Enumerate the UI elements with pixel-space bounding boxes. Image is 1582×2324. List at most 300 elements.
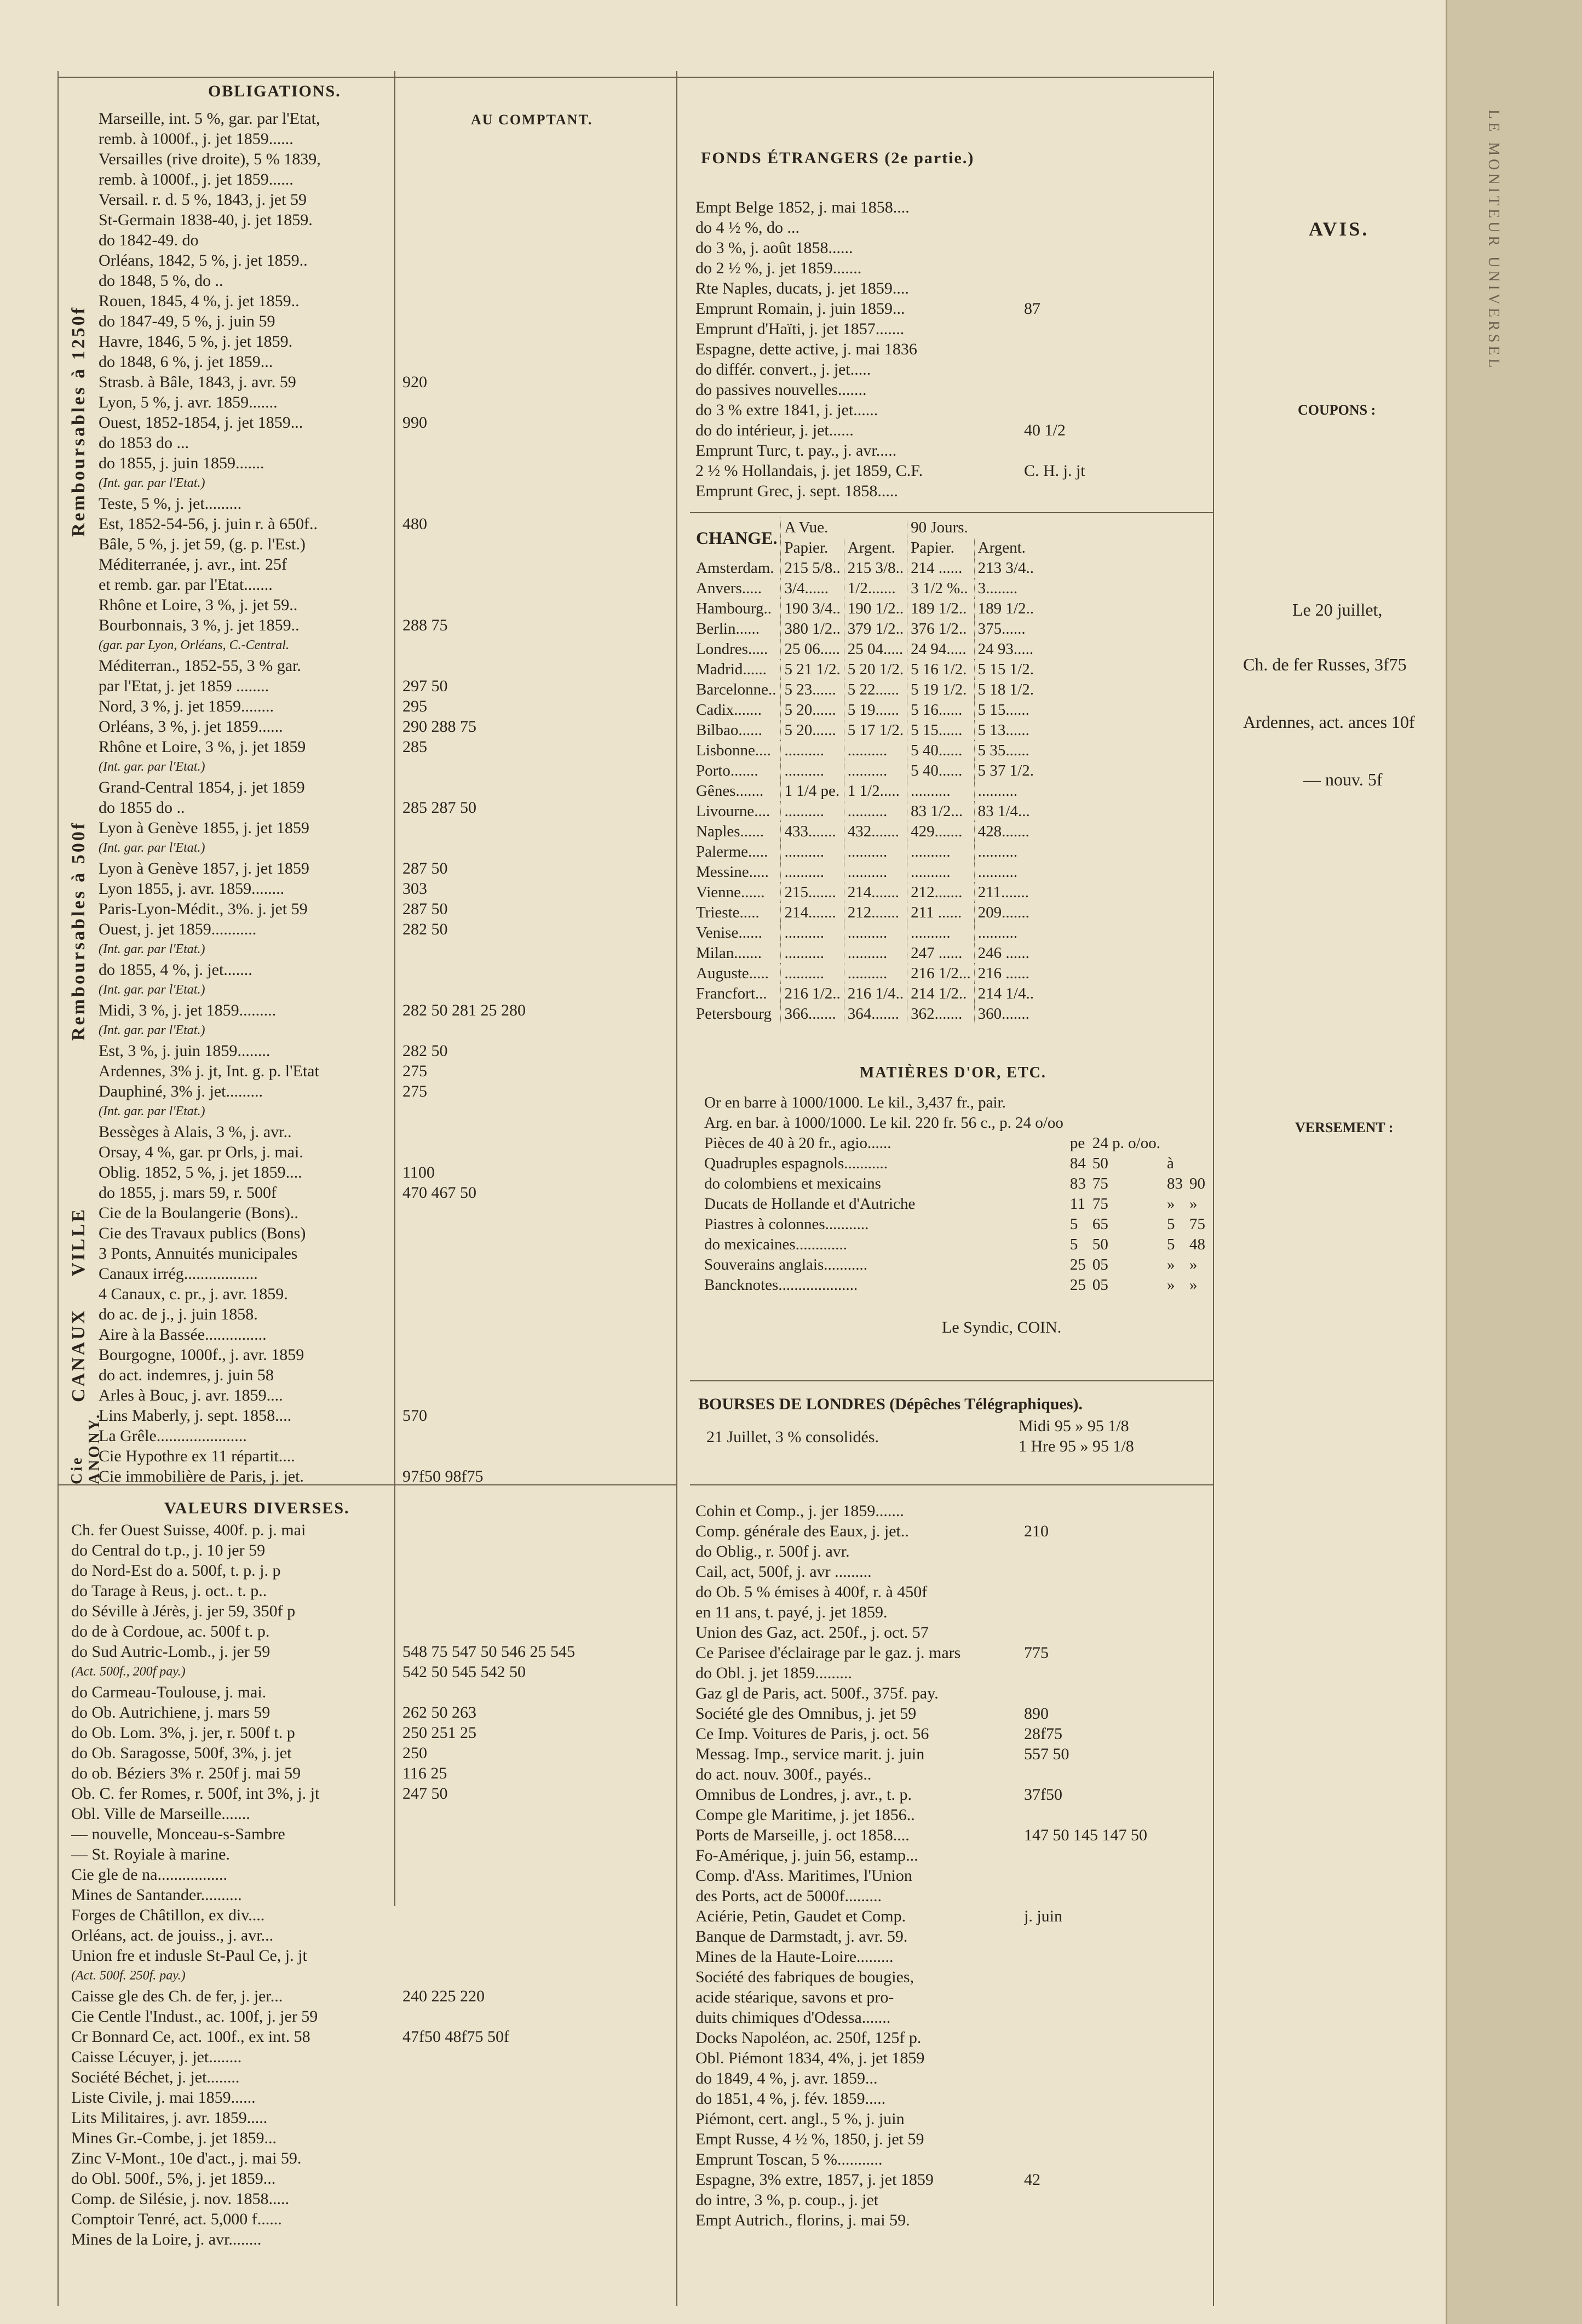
right-lower-row-price <box>1024 2210 1210 2230</box>
obligation-row: Orléans, 1842, 5 %, j. jet 1859.. <box>99 251 308 269</box>
obligation-row-price: 282 50 <box>402 920 448 938</box>
right-lower-row-price <box>1024 2149 1210 2170</box>
change-row-cell: Livourne.... <box>696 802 770 820</box>
change-row-cell: Auguste..... <box>696 965 769 982</box>
londres-heure: 1 Hre 95 » 95 1/8 <box>1019 1437 1134 1455</box>
right-lower-row: Cohin et Comp., j. jer 1859....... <box>695 1502 904 1520</box>
right-lower-row-price <box>1024 1764 1210 1784</box>
fonds-row-price <box>1024 400 1205 420</box>
matieres-row-cell <box>1186 1093 1209 1113</box>
right-lower-rule <box>690 1484 1213 1485</box>
left-margin-rule <box>57 71 59 2306</box>
change-row <box>693 599 1037 619</box>
fonds-row: do différ. convert., j. jet..... <box>695 360 871 378</box>
fonds-row-price <box>1024 339 1205 359</box>
change-row-cell: 189 1/2.. <box>974 599 1037 619</box>
change-row-cell: 214 1/2.. <box>907 984 975 1004</box>
obligation-row-price <box>402 757 665 777</box>
right-lower-row-price <box>1024 1663 1210 1683</box>
change-row-cell: .......... <box>781 923 844 943</box>
obligation-row: Ardennes, 3% j. jt, Int. g. p. l'Etat <box>99 1062 319 1080</box>
fonds-row: do 2 ½ %, j. jet 1859....... <box>695 259 862 277</box>
matieres-row-cell: 84 <box>1069 1155 1086 1172</box>
change-row-cell: 380 1/2.. <box>781 619 844 639</box>
obligation-row: 3 Ponts, Annuités municipales <box>99 1244 298 1263</box>
change-row-cell: 1 1/2..... <box>844 781 907 801</box>
syndic-signature: Le Syndic, COIN. <box>942 1318 1062 1336</box>
obligation-row: remb. à 1000f., j. jet 1859...... <box>99 130 294 148</box>
matieres-row-cell: » <box>1189 1276 1198 1294</box>
valeur-row-price: 240 225 220 <box>402 1987 485 2005</box>
obligation-row: Orléans, 3 %, j. jet 1859...... <box>99 718 283 736</box>
valeur-row-price <box>402 2168 671 2189</box>
change-row-cell: 215 3/8.. <box>844 558 907 578</box>
change-row <box>693 842 1037 862</box>
change-row <box>693 882 1037 903</box>
change-row-cell: 3........ <box>974 578 1037 599</box>
matieres-row-cell: 50 <box>1092 1236 1108 1253</box>
obligation-row: Cie Hypothre ex 11 répartit.... <box>99 1447 295 1465</box>
change-row-cell: Vienne...... <box>696 883 765 901</box>
valeur-row-price <box>402 2006 671 2027</box>
right-lower-row: Gaz gl de Paris, act. 500f., 375f. pay. <box>695 1684 939 1702</box>
change-row <box>693 903 1037 923</box>
change-top-rule <box>690 512 1213 513</box>
valeur-row: Obl. Ville de Marseille....... <box>71 1805 250 1823</box>
fonds-row: do 3 % extre 1841, j. jet...... <box>695 401 878 419</box>
obligation-row-price <box>402 1304 665 1324</box>
obligation-row-price <box>402 777 665 797</box>
valeur-row: do Ob. Saragosse, 500f, 3%, j. jet <box>71 1744 292 1762</box>
obligation-row: Paris-Lyon-Médit., 3%. j. jet 59 <box>99 900 308 918</box>
fonds-row-price <box>1024 217 1205 238</box>
matieres-row-cell <box>1186 1113 1209 1133</box>
valeur-row-price <box>402 2229 671 2250</box>
coupons-label: COUPONS : <box>1298 402 1376 418</box>
change-row <box>693 781 1037 801</box>
right-lower-row-price: 28f75 <box>1024 1725 1062 1743</box>
obligation-row-price: 287 50 <box>402 859 448 877</box>
change-row-cell: Porto....... <box>696 762 758 779</box>
change-row <box>693 801 1037 822</box>
right-lower-row-price <box>1024 1501 1210 1521</box>
matieres-row-cell: 83 <box>1166 1175 1183 1192</box>
change-row-cell: 216 1/4.. <box>844 984 907 1004</box>
obligation-row-price <box>402 1345 665 1365</box>
change-row-cell: 212....... <box>844 903 907 923</box>
right-lower-row-price <box>1024 2190 1210 2210</box>
valeur-row: do Carmeau-Toulouse, j. mai. <box>71 1683 267 1701</box>
change-row-cell: Amsterdam. <box>696 559 774 577</box>
obligation-row: do 1853 do ... <box>99 434 189 452</box>
right-lower-row-price: 42 <box>1024 2171 1040 2189</box>
change-row-cell: .......... <box>781 963 844 984</box>
vue-header: A Vue. <box>781 518 907 538</box>
change-row-cell: .......... <box>781 943 844 963</box>
valeur-row-price <box>402 2047 671 2067</box>
valeur-row-price <box>402 2189 671 2209</box>
change-row-cell: 5 37 1/2. <box>974 761 1037 781</box>
right-lower-row-price <box>1024 1582 1210 1602</box>
change-row-cell: Naples...... <box>696 823 764 840</box>
fonds-prices <box>1024 197 1205 501</box>
change-row-cell: Trieste..... <box>696 904 760 921</box>
change-row-cell: 216 1/2... <box>907 963 975 984</box>
obligation-row: Lyon, 5 %, j. avr. 1859....... <box>99 393 278 411</box>
fonds-row: do 4 ½ %, do ... <box>695 219 799 237</box>
change-row <box>693 659 1037 680</box>
right-lower-row-price <box>1024 1622 1210 1643</box>
obligation-row-price <box>402 635 665 656</box>
right-lower-row-price <box>1024 2129 1210 2149</box>
obligation-row-price <box>402 311 665 331</box>
right-lower-row: Emprunt Toscan, 5 %........... <box>695 2150 883 2168</box>
obligation-row-price <box>402 210 665 230</box>
change-row-cell: 24 93..... <box>974 639 1037 659</box>
obligation-row-price <box>402 1203 665 1223</box>
change-row-cell: .......... <box>974 781 1037 801</box>
right-lower-row: Mines de la Haute-Loire......... <box>695 1948 894 1966</box>
label-rembourse-500: Remboursables à 500f <box>68 820 89 1041</box>
obligation-row: Méditerran., 1852-55, 3 % gar. <box>99 657 301 675</box>
obligation-row-price <box>402 1284 665 1304</box>
valeur-row-price <box>402 1864 671 1885</box>
right-lower-row-price <box>1024 1541 1210 1562</box>
valeurs-prices <box>402 1520 671 2250</box>
change-row-cell: 5 19...... <box>844 700 907 720</box>
obligation-row-price <box>402 129 665 149</box>
vue-papier-header: Papier. <box>781 538 844 558</box>
right-lower-row: do Obl. j. jet 1859......... <box>695 1664 852 1682</box>
matieres-row-cell: » <box>1166 1195 1175 1213</box>
right-lower-row-price <box>1024 1845 1210 1866</box>
right-lower-row: Compe gle Maritime, j. jet 1856.. <box>695 1806 915 1824</box>
obligation-row: Lins Maberly, j. sept. 1858.... <box>99 1407 292 1425</box>
obligation-row-price <box>402 575 665 595</box>
matieres-row <box>701 1214 1209 1235</box>
change-row-cell: Venise...... <box>696 924 762 942</box>
right-lower-row: do intre, 3 %, p. coup., j. jet <box>695 2191 879 2209</box>
valeur-row: do Central do t.p., j. 10 jer 59 <box>71 1541 266 1559</box>
change-row-cell: 5 19 1/2. <box>907 680 975 700</box>
change-row-cell: 5 13...... <box>974 720 1037 741</box>
fonds-row-price <box>1024 258 1205 278</box>
change-row <box>693 822 1037 842</box>
change-row-cell: 360....... <box>974 1004 1037 1024</box>
right-lower-row-price <box>1024 2068 1210 2088</box>
valeur-row-price <box>402 1520 671 1540</box>
obligation-row-price <box>402 595 665 615</box>
obligation-row: Dauphiné, 3% j. jet......... <box>99 1082 263 1100</box>
change-row <box>693 761 1037 781</box>
valeur-row: do Obl. 500f., 5%, j. jet 1859... <box>71 2170 276 2188</box>
matieres-row-cell: » <box>1166 1256 1175 1273</box>
change-row-cell: Lisbonne.... <box>696 742 771 759</box>
change-row-cell: .......... <box>844 801 907 822</box>
change-row-cell: Londres..... <box>696 640 768 658</box>
matieres-row-cell: 48 <box>1189 1236 1205 1253</box>
change-row-cell: 5 18 1/2. <box>974 680 1037 700</box>
obligation-row-price <box>402 453 665 473</box>
matieres-row-cell: do mexicaines............. <box>704 1236 847 1253</box>
change-row-cell: 375...... <box>974 619 1037 639</box>
change-row <box>693 963 1037 984</box>
matieres-row-cell: 5 <box>1069 1236 1078 1253</box>
change-row <box>693 943 1037 963</box>
change-row <box>693 700 1037 720</box>
right-lower-row: Aciérie, Petin, Gaudet et Comp. <box>695 1907 906 1925</box>
change-row-cell: 246 ...... <box>974 943 1037 963</box>
londres-header: BOURSES DE LONDRES (Dépêches Télégraphiques). <box>698 1395 1083 1413</box>
change-row-cell: Hambourg.. <box>696 600 772 617</box>
obligation-row-price <box>402 1122 665 1142</box>
valeur-row: Liste Civile, j. mai 1859...... <box>71 2088 256 2107</box>
matieres-row <box>701 1194 1209 1214</box>
fonds-row-price <box>1024 197 1205 217</box>
change-row-cell: 190 1/2.. <box>844 599 907 619</box>
change-row <box>693 1004 1037 1024</box>
matieres-row-cell: 65 <box>1092 1215 1108 1233</box>
obligation-row-price: 275 <box>402 1062 427 1080</box>
jours-header: 90 Jours. <box>907 518 1037 538</box>
valeur-row-price <box>402 1966 671 1986</box>
obligation-row: do ac. de j., j. juin 1858. <box>99 1305 258 1323</box>
valeur-row: Union fre et indusle St-Paul Ce, j. jt <box>71 1947 307 1965</box>
obligation-row-price <box>402 534 665 554</box>
valeur-row: do Tarage à Reus, j. oct.. t. p.. <box>71 1582 267 1600</box>
obligations-header: OBLIGATIONS. <box>208 82 341 100</box>
obligation-row: Cie des Travaux publics (Bons) <box>99 1224 306 1242</box>
obligation-row: do 1855, j. juin 1859....... <box>99 454 264 472</box>
change-row-cell: 428....... <box>974 822 1037 842</box>
change-title: CHANGE. <box>696 527 778 548</box>
obligation-row: Ouest, j. jet 1859........... <box>99 920 257 938</box>
change-row-cell: 3 1/2 %.. <box>907 578 975 599</box>
obligation-row-price <box>402 1365 665 1385</box>
fonds-row: Emprunt d'Haïti, j. jet 1857....... <box>695 320 905 338</box>
obligation-row-price: 570 <box>402 1407 427 1425</box>
obligation-row-price <box>402 271 665 291</box>
obligation-row: Bourgogne, 1000f., j. avr. 1859 <box>99 1346 304 1364</box>
change-row-cell: 5 17 1/2. <box>844 720 907 741</box>
londres-midi: Midi 95 » 95 1/8 <box>1019 1417 1129 1435</box>
change-row-cell: 212....... <box>907 882 975 903</box>
right-lower-row: Ports de Marseille, j. oct 1858.... <box>695 1826 910 1844</box>
obligation-row: do 1855, j. mars 59, r. 500f <box>99 1184 277 1202</box>
valeur-row-price <box>402 2128 671 2148</box>
right-lower-row: Comp. générale des Eaux, j. jet.. <box>695 1522 909 1540</box>
label-anonyme: Cie ANONY. <box>68 1412 103 1484</box>
valeur-row: Mines Gr.-Combe, j. jet 1859... <box>71 2129 277 2147</box>
matieres-row-cell: à <box>1166 1155 1174 1172</box>
matieres-row-cell: 11 <box>1069 1195 1085 1213</box>
change-row-cell: .......... <box>844 741 907 761</box>
obligation-row: Lyon à Genève 1855, j. jet 1859 <box>99 819 309 837</box>
fonds-row: Emprunt Grec, j. sept. 1858..... <box>695 482 898 500</box>
valeur-row: Mines de Santander.......... <box>71 1886 242 1904</box>
obligation-row-price: 282 50 281 25 280 <box>402 1001 526 1019</box>
change-row-cell: 214 1/4.. <box>974 984 1037 1004</box>
obligation-row: Rhône et Loire, 3 %, j. jet 1859 <box>99 738 306 756</box>
valeur-row: Comptoir Tenré, act. 5,000 f...... <box>71 2210 282 2228</box>
valeur-row: Orléans, act. de jouiss., j. avr... <box>71 1926 274 1944</box>
obligation-row-price: 303 <box>402 880 427 898</box>
obligation-row-price <box>402 230 665 250</box>
fonds-row-price <box>1024 481 1205 501</box>
change-row-cell: Madrid...... <box>696 661 767 678</box>
obligation-row-price <box>402 1142 665 1162</box>
change-row-cell: 216 1/2.. <box>781 984 844 1004</box>
fonds-row: 2 ½ % Hollandais, j. jet 1859, C.F. <box>695 462 923 480</box>
obligation-row: 4 Canaux, c. pr., j. avr. 1859. <box>99 1285 288 1303</box>
right-lower-row: Cail, act, 500f, j. avr ......... <box>695 1563 872 1581</box>
obligation-row: Arles à Bouc, j. avr. 1859.... <box>99 1386 283 1404</box>
obligation-row: Cie de la Boulangerie (Bons).. <box>99 1204 298 1222</box>
change-row <box>693 619 1037 639</box>
matieres-row <box>701 1275 1209 1295</box>
fonds-list <box>695 197 1019 501</box>
matieres-row-cell <box>1186 1133 1209 1154</box>
obligation-row-price <box>402 392 665 412</box>
right-lower-row: do 1851, 4 %, j. fév. 1859..... <box>695 2090 886 2108</box>
change-row-cell: Anvers..... <box>696 579 762 597</box>
valeur-row-price <box>402 2209 671 2229</box>
obligation-row-price <box>402 352 665 372</box>
matieres-row <box>701 1154 1209 1174</box>
obligation-row-price <box>402 190 665 210</box>
valeur-row-price: 247 50 <box>402 1784 448 1803</box>
obligation-row-price: 297 50 <box>402 677 448 695</box>
valeur-row: do Séville à Jérès, j. jer 59, 350f p <box>71 1602 296 1620</box>
right-lower-row: Banque de Darmstadt, j. avr. 59. <box>695 1927 908 1946</box>
matieres-wrap <box>701 1093 1209 1295</box>
fonds-row-price <box>1024 440 1205 461</box>
fonds-row-price <box>1024 278 1205 299</box>
right-lower-row-price <box>1024 1683 1210 1703</box>
obligation-row-price <box>402 149 665 169</box>
obligation-row-price <box>402 1223 665 1243</box>
valeur-row-price <box>402 2108 671 2128</box>
right-lower-row-price <box>1024 1886 1210 1906</box>
valeur-row-price <box>402 2067 671 2087</box>
change-table-wrap <box>693 518 1037 1024</box>
obligation-row-price <box>402 554 665 575</box>
fonds-row: Emprunt Romain, j. juin 1859... <box>695 300 905 318</box>
obligation-row-price <box>402 1426 665 1446</box>
versement-label: VERSEMENT : <box>1295 1120 1394 1135</box>
matieres-row-cell: 05 <box>1092 1276 1108 1294</box>
change-row <box>693 639 1037 659</box>
change-row-cell: .......... <box>974 862 1037 882</box>
obligation-row-price <box>402 433 665 453</box>
change-row-cell: 209....... <box>974 903 1037 923</box>
valeur-row-price <box>402 1560 671 1581</box>
obligation-row: Méditerranée, j. avr., int. 25f <box>99 555 287 573</box>
obligation-row-price: 920 <box>402 373 427 391</box>
right-lower-row-price: 775 <box>1024 1644 1049 1662</box>
change-row-cell: Milan....... <box>696 944 762 962</box>
change-row-cell: .......... <box>907 842 975 862</box>
right-column-rule <box>1213 71 1214 2306</box>
valeurs-list <box>71 1520 394 2250</box>
right-lower-row: Espagne, 3% extre, 1857, j. jet 1859 <box>695 2171 934 2189</box>
right-lower-row: Ce Imp. Voitures de Paris, j. oct. 56 <box>695 1725 929 1743</box>
change-row-cell: 5 15 1/2. <box>974 659 1037 680</box>
change-row-cell: 5 20...... <box>781 700 844 720</box>
right-lower-row: Fo-Amérique, j. juin 56, estamp... <box>695 1846 918 1864</box>
right-lower-row: Piémont, cert. angl., 5 %, j. juin <box>695 2110 905 2128</box>
valeur-row-price: 250 251 25 <box>402 1724 476 1742</box>
change-row-cell: .......... <box>781 761 844 781</box>
matieres-row <box>701 1133 1209 1154</box>
change-row-cell: 83 1/2... <box>907 801 975 822</box>
matieres-row-cell <box>1186 1154 1209 1174</box>
change-row-cell: .......... <box>844 842 907 862</box>
change-row-cell: Berlin...... <box>696 620 760 638</box>
matieres-row-cell: Quadruples espagnols........... <box>704 1155 888 1172</box>
change-row-cell: .......... <box>844 761 907 781</box>
change-row-cell: .......... <box>781 842 844 862</box>
right-lower-row-price: 147 50 145 147 50 <box>1024 1826 1147 1844</box>
obligation-row-price <box>402 1101 665 1122</box>
change-row <box>693 923 1037 943</box>
obligation-row: do 1848, 6 %, j. jet 1859... <box>99 353 273 371</box>
right-lower-row-price: 37f50 <box>1024 1786 1062 1804</box>
matieres-row-cell: Souverains anglais........... <box>704 1256 868 1273</box>
obligation-row: Marseille, int. 5 %, gar. par l'Etat, <box>99 110 320 128</box>
vue-argent-header: Argent. <box>844 538 907 558</box>
obligation-row-price: 282 50 <box>402 1042 448 1060</box>
change-row-cell: 379 1/2.. <box>844 619 907 639</box>
obligation-row: (Int. gar. par l'Etat.) <box>99 983 205 997</box>
matieres-row-cell: 05 <box>1092 1256 1108 1273</box>
valeur-row: do Sud Autric-Lomb., j. jer 59 <box>71 1643 271 1661</box>
obligation-row: (Int. gar. par l'Etat.) <box>99 1023 205 1037</box>
obligation-row: Versailles (rive droite), 5 % 1839, <box>99 150 321 168</box>
change-row-cell: Gênes....... <box>696 782 764 800</box>
matieres-row <box>701 1174 1209 1194</box>
obligation-row: Grand-Central 1854, j. jet 1859 <box>99 778 305 796</box>
fonds-row: Emprunt Turc, t. pay., j. avr..... <box>695 441 897 460</box>
change-row-cell: 5 22...... <box>844 680 907 700</box>
right-lower-row-price <box>1024 1987 1210 2007</box>
change-row-cell: 5 16 1/2. <box>907 659 975 680</box>
change-row <box>693 558 1037 578</box>
fonds-row-price: 87 <box>1024 300 1040 318</box>
obligation-row-price: 97f50 98f75 <box>402 1467 484 1485</box>
right-lower-row-price: 210 <box>1024 1522 1049 1540</box>
obligation-row: La Grêle...................... <box>99 1427 247 1445</box>
change-row-cell: 5 16...... <box>907 700 975 720</box>
fonds-row: Rte Naples, ducats, j. jet 1859.... <box>695 279 909 297</box>
valeur-row: — nouvelle, Monceau-s-Sambre <box>71 1825 285 1843</box>
label-rembourse-1250: Remboursables à 1250f <box>68 305 89 537</box>
valeur-row-price <box>402 2148 671 2168</box>
valeur-row: — St. Royiale à marine. <box>71 1845 230 1863</box>
change-row-cell: 5 15...... <box>974 700 1037 720</box>
valeur-row: Caisse gle des Ch. de fer, j. jer... <box>71 1987 283 2005</box>
change-row-cell: 433....... <box>781 822 844 842</box>
change-row-cell: 5 20 1/2. <box>844 659 907 680</box>
obligation-row: (Int. gar. par l'Etat.) <box>99 476 205 490</box>
obligation-row-price: 990 <box>402 414 427 432</box>
obligation-row: Lyon 1855, j. avr. 1859........ <box>99 880 285 898</box>
matieres-row-cell: Ducats de Hollande et d'Autriche <box>704 1195 916 1213</box>
valeur-row: Forges de Châtillon, ex div.... <box>71 1906 265 1924</box>
obligation-row: Lyon à Genève 1857, j. jet 1859 <box>99 859 309 877</box>
change-row-cell: .......... <box>974 923 1037 943</box>
right-lower-row: Obl. Piémont 1834, 4%, j. jet 1859 <box>695 2049 925 2067</box>
